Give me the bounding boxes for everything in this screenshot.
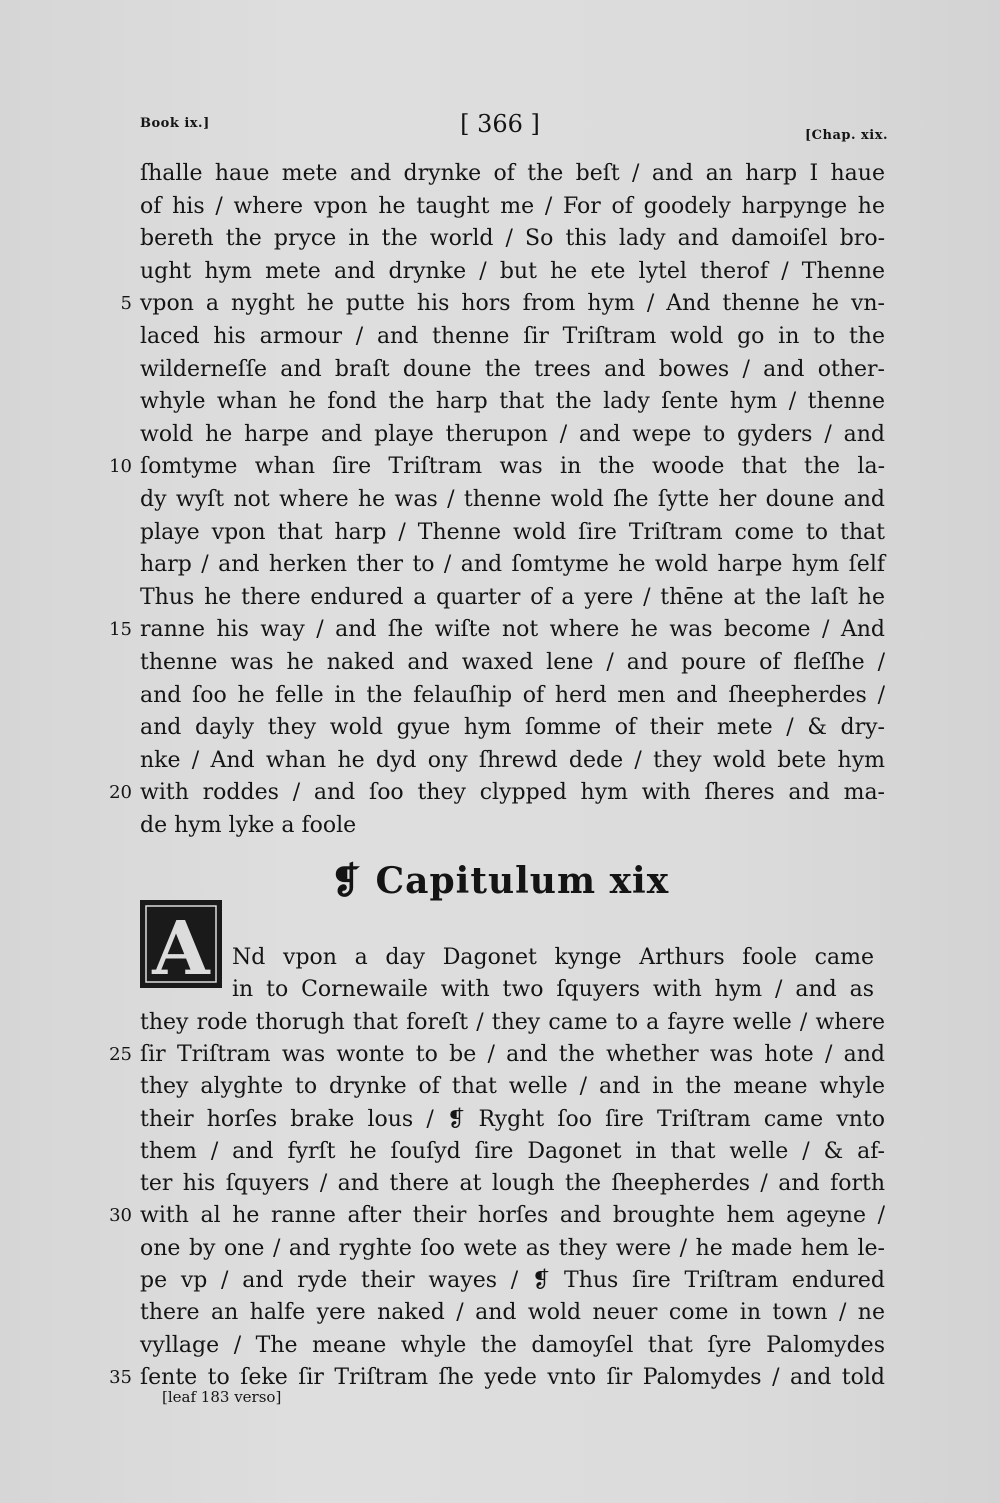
running-head-book: Book ix.] [140, 116, 210, 131]
leaf-note: [leaf 183 verso] [162, 1388, 282, 1406]
running-head-chapter: [Chap. xix. [805, 128, 888, 143]
text-line: ſhalle haue mete and drynke of the beſt / and an harp I haue [140, 161, 885, 186]
text-line: ter his ſquyers / and there at lough the ſheepherdes / and forth [140, 1171, 885, 1197]
text-line: and dayly they wold gyue hym ſomme of their mete / & dry- [140, 715, 885, 741]
text-line: vpon a nyght he putte his hors from hym / And thenne he vn- [140, 291, 885, 317]
text-line: of his / where vpon he taught me / For of goodely harpynge he [140, 193, 885, 219]
text-line: nke / And whan he dyd ony ſhrewd dede / they wold bete hym [140, 747, 885, 773]
text-line: Thus he there endured a quarter of a yere / thēne at the laſt he [140, 584, 885, 610]
text-line: bereth the pryce in the world / So this lady and damoiſel bro- [140, 226, 885, 252]
text-line: they rode thorugh that foreſt / they came to a fayre welle / where [140, 1009, 885, 1035]
line-number: 30 [109, 1205, 132, 1227]
text-line: and ſoo he felle in the felauſhip of herd men and ſheepherdes / [140, 682, 885, 708]
decorated-initial-a [138, 898, 224, 990]
text-line: wold he harpe and playe therupon / and wepe to gyders / and [140, 421, 885, 447]
text-line: ſir Triſtram was wonte to be / and the whether was hote / and [140, 1041, 885, 1067]
chapter-heading: ❡ Capitulum xix [330, 860, 670, 902]
line-number: 15 [109, 619, 132, 641]
text-line: de hym lyke a foole [140, 813, 357, 838]
text-line: dy wyſt not where he was / thenne wold ſhe ſytte her doune and [140, 487, 885, 512]
page-number: [ 366 ] [460, 110, 540, 138]
text-line: thenne was he naked and waxed lene / and poure of fleſſhe / [140, 650, 885, 675]
text-line: wilderneſſe and braſt doune the trees and bowes / and other- [140, 356, 885, 382]
text-line: their horſes brake lous / ❡ Ryght ſoo ſire Triſtram came vnto [140, 1106, 885, 1132]
line-number: 35 [109, 1366, 132, 1388]
text-line: ſomtyme whan ſire Triſtram was in the woode that the la- [140, 454, 885, 480]
text-line: ſente to ſeke ſir Triſtram ſhe yede vnto ſir Palomydes / and told [140, 1364, 885, 1390]
text-line: one by one / and ryghte ſoo wete as they were / he made hem le- [140, 1235, 885, 1261]
text-line: whyle whan he fond the harp that the lady ſente hym / thenne [140, 389, 885, 415]
text-line: laced his armour / and thenne ſir Triſtram wold go in to the [140, 324, 885, 349]
text-line: vyllage / The meane whyle the damoyſel that ſyre Palomydes [140, 1332, 885, 1358]
line-number: 25 [109, 1043, 132, 1065]
text-line: ught hym mete and drynke / but he ete lytel therof / Thenne [140, 258, 885, 284]
line-number: 20 [109, 782, 132, 804]
text-line: with al he ranne after their horſes and broughte hem ageyne / [140, 1203, 885, 1229]
line-number: 5 [120, 293, 132, 315]
text-line: ranne his way / and ſhe wiſte not where he was become / And [140, 617, 885, 643]
text-line: pe vp / and ryde their wayes / ❡ Thus ſire Triſtram endured [140, 1268, 885, 1293]
text-line: with roddes / and ſoo they clypped hym with ſheres and ma- [140, 780, 885, 806]
text-line: harp / and herken ther to / and ſomtyme he wold harpe hym ſelf [140, 552, 885, 578]
text-line: they alyghte to drynke of that welle / and in the meane whyle [140, 1074, 885, 1100]
text-line: playe vpon that harp / Thenne wold ſire Triſtram come to that [140, 519, 885, 545]
text-line: them / and fyrſt he ſouſyd ſire Dagonet in that welle / & af- [140, 1138, 885, 1164]
initial-letter: A [152, 906, 210, 990]
text-line: Nd vpon a day Dagonet kynge Arthurs foole came [232, 945, 874, 970]
line-number: 10 [109, 456, 132, 478]
text-line: in to Cornewaile with two ſquyers with hym / and as [232, 977, 874, 1003]
text-line: there an halfe yere naked / and wold neuer come in town / ne [140, 1300, 885, 1326]
